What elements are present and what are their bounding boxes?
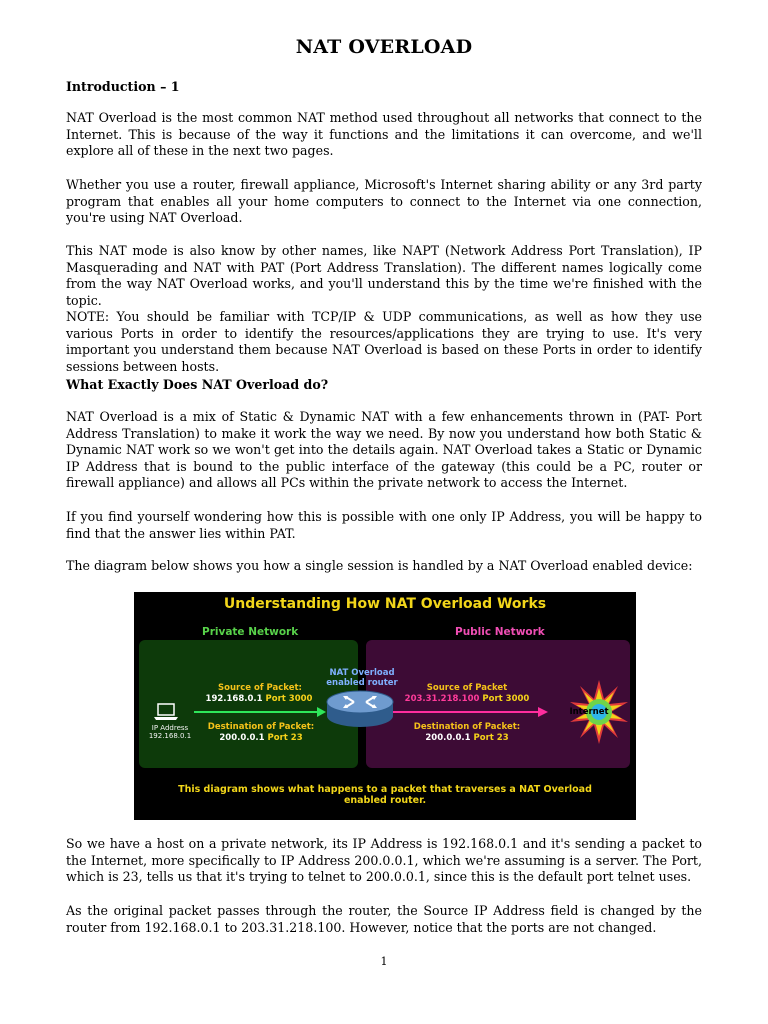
paragraph-router: Whether you use a router, firewall appliance, Microsoft's Internet sharing ability or any 3rd party program that enables all your home computers to connect to the Internet via one connection, you're using NAT Overload. bbox=[66, 177, 702, 226]
private-destination-heading: Destination of Packet: bbox=[207, 722, 315, 732]
nat-overload-diagram bbox=[134, 592, 636, 820]
internet-label: Internet bbox=[569, 707, 609, 717]
private-source-heading: Source of Packet: bbox=[218, 683, 302, 693]
public-source-value: 203.31.218.100 Port 3000 bbox=[404, 694, 530, 704]
page-number: 1 bbox=[380, 955, 388, 968]
public-source-heading: Source of Packet bbox=[426, 683, 508, 693]
public-destination-heading: Destination of Packet: bbox=[413, 722, 521, 732]
private-network-label: Private Network bbox=[202, 626, 299, 638]
paragraph-mix: NAT Overload is a mix of Static & Dynamic NAT with a few enhancements thrown in (PAT- Port Address Translation) to make it work the way we need. By now you understand how both Static & Dynamic NAT work so we won't get into the details again. NAT Overload takes a Static or Dynamic IP Address that is bound to the public interface of the gateway (this could be a PC, router or firewall appliance) and allows all PCs within the private network to access the Internet. bbox=[66, 409, 702, 491]
router-icon bbox=[327, 691, 393, 727]
paragraph-names: This NAT mode is also know by other names, like NAPT (Network Address Port Translation), IP Masquerading and NAT with PAT (Port Address Translation). The different names logically come from the way NAT Overload works, and you'll understand this by the time we're finished with the topic. bbox=[66, 243, 702, 308]
paragraph-intro: NAT Overload is the most common NAT method used throughout all networks that connect to the Internet. This is because of the way it functions and the limitations it can overcome, and we'll explore all of these in the next two pages. bbox=[66, 110, 702, 159]
paragraph-pat: If you find yourself wondering how this is possible with one only IP Address, you will be happy to find that the answer lies within PAT. bbox=[66, 509, 702, 541]
laptop-icon bbox=[154, 704, 178, 720]
intro-heading: Introduction – 1 bbox=[66, 79, 180, 94]
router-label: NAT Overload enabled router bbox=[326, 668, 398, 688]
section-heading: What Exactly Does NAT Overload do? bbox=[66, 377, 329, 392]
host-ip-label: IP Address 192.168.0.1 bbox=[148, 724, 192, 740]
page-title: NAT OVERLOAD bbox=[295, 36, 473, 58]
public-destination-value: 200.0.0.1 Port 23 bbox=[425, 733, 509, 743]
paragraph-diagram-intro: The diagram below shows you how a single session is handled by a NAT Overload enabled device: bbox=[66, 558, 693, 573]
arrow-router-to-internet bbox=[392, 707, 548, 717]
public-network-label: Public Network bbox=[455, 626, 545, 638]
private-source-value: 192.168.0.1 Port 3000 bbox=[205, 694, 313, 704]
paragraph-source-change: As the original packet passes through the router, the Source IP Address field is changed by the router from 192.168.0.1 to 203.31.218.100. However, notice that the ports are not changed. bbox=[66, 903, 702, 935]
arrow-private-to-router bbox=[194, 707, 326, 717]
paragraph-note: NOTE: You should be familiar with TCP/IP & UDP communications, as well as how they use various Ports in order to identify the resources/applications they are trying to use. It's very important you understand them because NAT Overload is based on these Ports in order to identify sessions between hosts. bbox=[66, 309, 702, 374]
diagram-caption: This diagram shows what happens to a packet that traverses a NAT Overload enabled router. bbox=[178, 784, 592, 806]
paragraph-host: So we have a host on a private network, its IP Address is 192.168.0.1 and it's sending a packet to the Internet, more specifically to IP Address 200.0.0.1, which we're assuming is a server. The Port, which is 23, tells us that it's trying to telnet to 200.0.0.1, since this is the default port telnet uses. bbox=[66, 836, 702, 885]
diagram-title: Understanding How NAT Overload Works bbox=[223, 596, 547, 612]
private-destination-value: 200.0.0.1 Port 23 bbox=[219, 733, 303, 743]
